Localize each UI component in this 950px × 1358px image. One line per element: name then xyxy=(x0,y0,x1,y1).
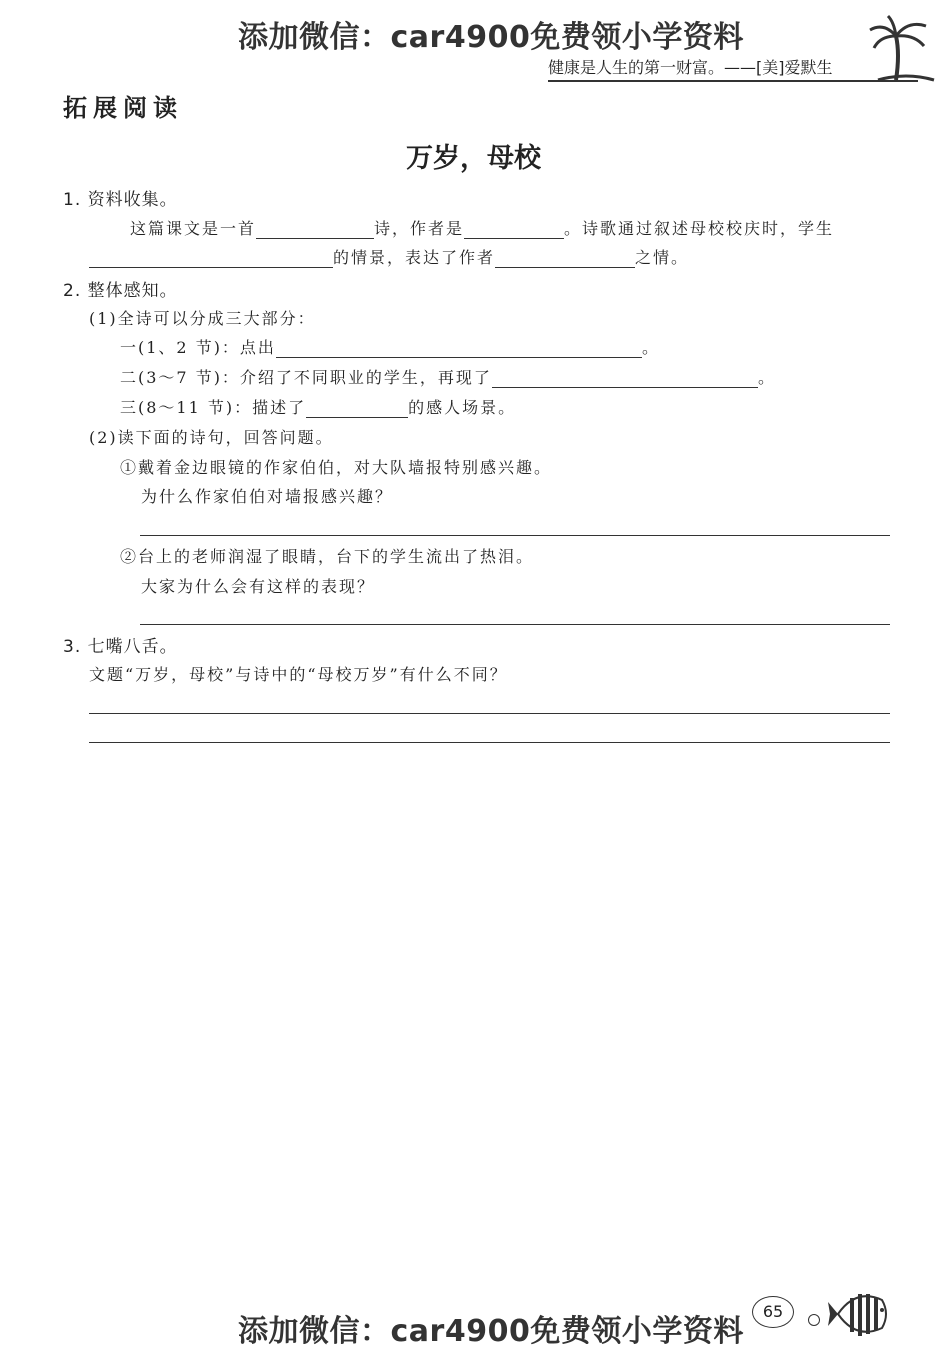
q2-heading: 2. 整体感知。 xyxy=(63,281,178,301)
part3-text: 三(8～11 节)：描述了 xyxy=(120,398,307,417)
part1-blank[interactable] xyxy=(276,341,642,358)
q3-answer-line-2[interactable] xyxy=(89,742,890,743)
q2-item2-quote: ②台上的老师润湿了眼睛，台下的学生流出了热泪。 xyxy=(120,547,535,566)
watermark-top: 添加微信：car4900免费领小学资料 xyxy=(238,20,744,55)
q1-text-d: 的情景，表达了作者 xyxy=(333,248,496,267)
part2-end: 。 xyxy=(757,368,776,387)
q1-heading: 1. 资料收集。 xyxy=(63,190,178,210)
q1-blank-feeling[interactable] xyxy=(495,251,635,268)
part3-end: 的感人场景。 xyxy=(408,398,517,417)
part2-blank[interactable] xyxy=(492,371,758,388)
q2-sub2: (2)读下面的诗句，回答问题。 xyxy=(89,428,334,447)
q1-text-c: 。诗歌通过叙述母校校庆时，学生 xyxy=(564,219,835,238)
quote-text: 健康是人生的第一财富。 xyxy=(548,58,725,77)
header-rule xyxy=(548,80,918,82)
q2-part3 xyxy=(120,395,516,418)
q3-answer-line-1[interactable] xyxy=(89,713,890,714)
q1-blank-author[interactable] xyxy=(464,222,564,239)
q1-text-a: 这篇课文是一首 xyxy=(130,219,257,238)
q1-text-e: 之情。 xyxy=(635,248,690,267)
watermark-bottom: 添加微信：car4900免费领小学资料 xyxy=(238,1314,744,1349)
q2-item1-question: 为什么作家伯伯对墙报感兴趣？ xyxy=(141,487,394,506)
part1-end: 。 xyxy=(641,338,660,357)
q2-item1-answer-line[interactable] xyxy=(140,535,890,536)
q2-item2-question: 大家为什么会有这样的表现？ xyxy=(141,577,376,596)
q2-part1 xyxy=(120,335,660,358)
q1-blank-scene[interactable] xyxy=(89,251,333,268)
q2-part2 xyxy=(120,365,776,388)
section-title: 拓展阅读 xyxy=(63,94,183,122)
q1-line1 xyxy=(130,216,834,239)
small-circle-icon xyxy=(808,1314,820,1326)
quote-attribution: ——[美]爱默生 xyxy=(724,58,833,77)
q2-sub1: (1)全诗可以分成三大部分： xyxy=(89,309,316,328)
fish-icon xyxy=(826,1286,892,1342)
header-quote xyxy=(548,55,833,78)
palm-tree-icon xyxy=(866,14,936,84)
q1-blank-poem-type[interactable] xyxy=(256,222,374,239)
page-number: 65 xyxy=(752,1296,794,1328)
q3-heading: 3. 七嘴八舌。 xyxy=(63,637,178,657)
part2-text: 二(3～7 节)：介绍了不同职业的学生，再现了 xyxy=(120,368,492,387)
q3-question: 文题“万岁，母校”与诗中的“母校万岁”有什么不同？ xyxy=(89,665,508,684)
q2-item1-quote: ①戴着金边眼镜的作家伯伯，对大队墙报特别感兴趣。 xyxy=(120,458,553,477)
part1-text: 一(1、2 节)：点出 xyxy=(120,338,276,357)
q1-line2 xyxy=(89,245,689,268)
q2-item2-answer-line[interactable] xyxy=(140,624,890,625)
article-title: 万岁，母校 xyxy=(406,143,541,174)
q1-text-b: 诗，作者是 xyxy=(374,219,465,238)
part3-blank[interactable] xyxy=(306,401,408,418)
